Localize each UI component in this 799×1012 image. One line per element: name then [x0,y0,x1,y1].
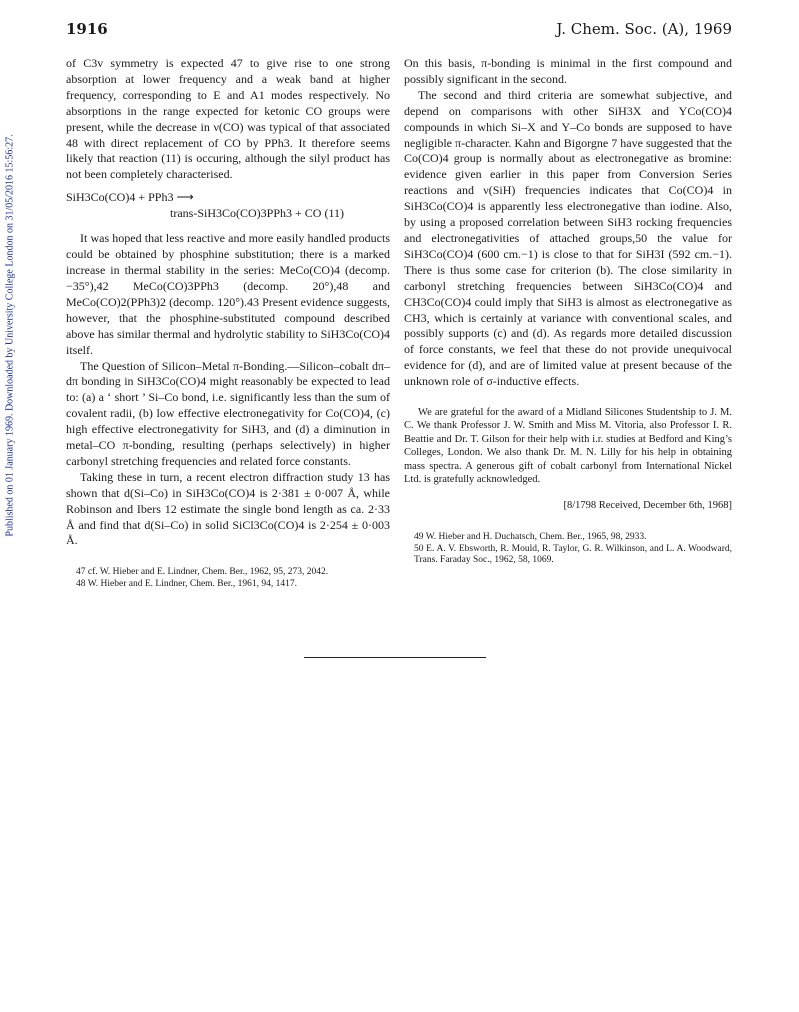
paragraph: The Question of Silicon–Metal π-Bonding.—Silicon–cobalt dπ–dπ bonding in SiH3Co(CO)4 might reasonably be expected to lead to: (a) a ‘ short ’ Si–Co bond, i.e. significantly less than the sum of covalent radii, (b) low effective electronegativity for Co(CO)4, (c) high effective electronegativity for SiH3, and (d) a diminution in metal–CO π-bonding, resulting (perhaps selectively) in higher carbonyl stretching frequencies and related force constants. [66,358,390,468]
acknowledgement: We are grateful for the award of a Midland Silicones Studentship to J. M. C. We thank Professor J. W. Smith and Miss M. Vitoria, also Professor I. R. Beattie and Dr. T. Gilson for their help with i.r. studies at Bedford and King’s Colleges, London. We also thank Dr. M. N. Lilly for his help in obtaining mass spectra. A generous gift of cobalt carbonyl from International Nickel Ltd. is gratefully acknowledged. [404,407,732,486]
paragraph: The second and third criteria are somewhat subjective, and depend on comparisons with other SiH3X and YCo(CO)4 compounds in which Si–X and Y–Co bonds are supposed to have negligible π-character. Kahn and Bigorgne 7 have suggested that the Co(CO)4 group is normally about as electronegative as bromine: evidence given earlier in this paper from Conversion Series reactions and ν(SiH) frequencies indicates that Co(CO)4 in SiH3Co(CO)4 is apparently less electronegative than iodine. Also, by using a proposed correlation between SiH3 rocking frequencies and electronegativities of attached groups,50 the value for SiH3Co(CO)4 (600 cm.−1) is close to that for SiH3I (592 cm.−1). There is thus some case for criterion (b). The close similarity in carbonyl stretching frequencies between SiH3Co(CO)4 and CH3Co(CO)4 could imply that SiH3 is almost as electronegative as CH3, which is certainly at variance with conventional scales, and possibly supports (c) and (d). As regards more detailed discussion of force constants, we feel that these do not provide unequivocal evidence for (d), and are of limited value at present because of the unknown role of σ-inductive effects. [404,87,732,389]
paragraph: Taking these in turn, a recent electron diffraction study 13 has shown that d(Si–Co) in SiH3Co(CO)4 is 2·381 ± 0·007 Å, while Robinson and Ibers 12 estimate the single bond length as ca. 2·33 Å and find that d(Si–Co) in solid SiCl3Co(CO)4 is 2·254 ± 0·003 Å. [66,469,390,548]
paragraph: On this basis, π-bonding is minimal in the first compound and possibly significant in the second. [404,56,732,86]
end-rule [304,657,486,658]
journal-title: J. Chem. Soc. (A), 1969 [556,20,732,38]
footnotes [404,532,732,567]
download-watermark [0,0,20,1012]
equation-line: SiH3Co(CO)4 + PPh3 ⟶ [66,190,194,205]
download-watermark-text: Published on 01 January 1969. Downloaded by University College London on 31/05/2016 15:56:27. [4,134,16,537]
page-number: 1916 [66,20,108,38]
footnote: 48 W. Hieber and E. Lindner, Chem. Ber., 1961, 94, 1417. [76,578,297,589]
paragraph: of C3v symmetry is expected 47 to give rise to one strong absorption at lower frequency and a weak band at higher frequency, corresponding to E and A1 modes respectively. No absorptions in the range expected for ketonic CO groups were present, while the decrease in ν(CO) was typical of that associated 48 with direct replacement of CO by PPh3. It therefore seems likely that reaction (11) is occuring, although the silyl product has not been completely characterised. [66,56,390,182]
equation-line: trans-SiH3Co(CO)3PPh3 + CO (11) [170,206,344,221]
equation-11 [66,189,390,221]
received-date: [8/1798 Received, December 6th, 1968] [563,500,732,512]
left-column [66,56,390,590]
footnote: 50 E. A. V. Ebsworth, R. Mould, R. Taylor, G. R. Wilkinson, and L. A. Woodward, Trans. Faraday Soc., 1962, 58, 1069. [414,543,732,566]
running-header [66,20,732,40]
footnotes [66,567,390,590]
footnote: 49 W. Hieber and H. Duchatsch, Chem. Ber., 1965, 98, 2933. [414,532,647,543]
right-column [404,56,732,567]
footnote: 47 cf. W. Hieber and E. Lindner, Chem. Ber., 1962, 95, 273, 2042. [76,567,329,578]
paragraph: It was hoped that less reactive and more easily handled products could be obtained by phosphine substitution; there is a marked increase in thermal stability in the series: MeCo(CO)4 (decomp. −35°),42 MeCo(CO)3PPh3 (decomp. 20°),48 and MeCo(CO)2(PPh3)2 (decomp. 120°).43 Present evidence suggests, however, that the phosphine-substituted compound described above has similar thermal and hydrolytic stability to SiH3Co(CO)4 itself. [66,231,390,357]
